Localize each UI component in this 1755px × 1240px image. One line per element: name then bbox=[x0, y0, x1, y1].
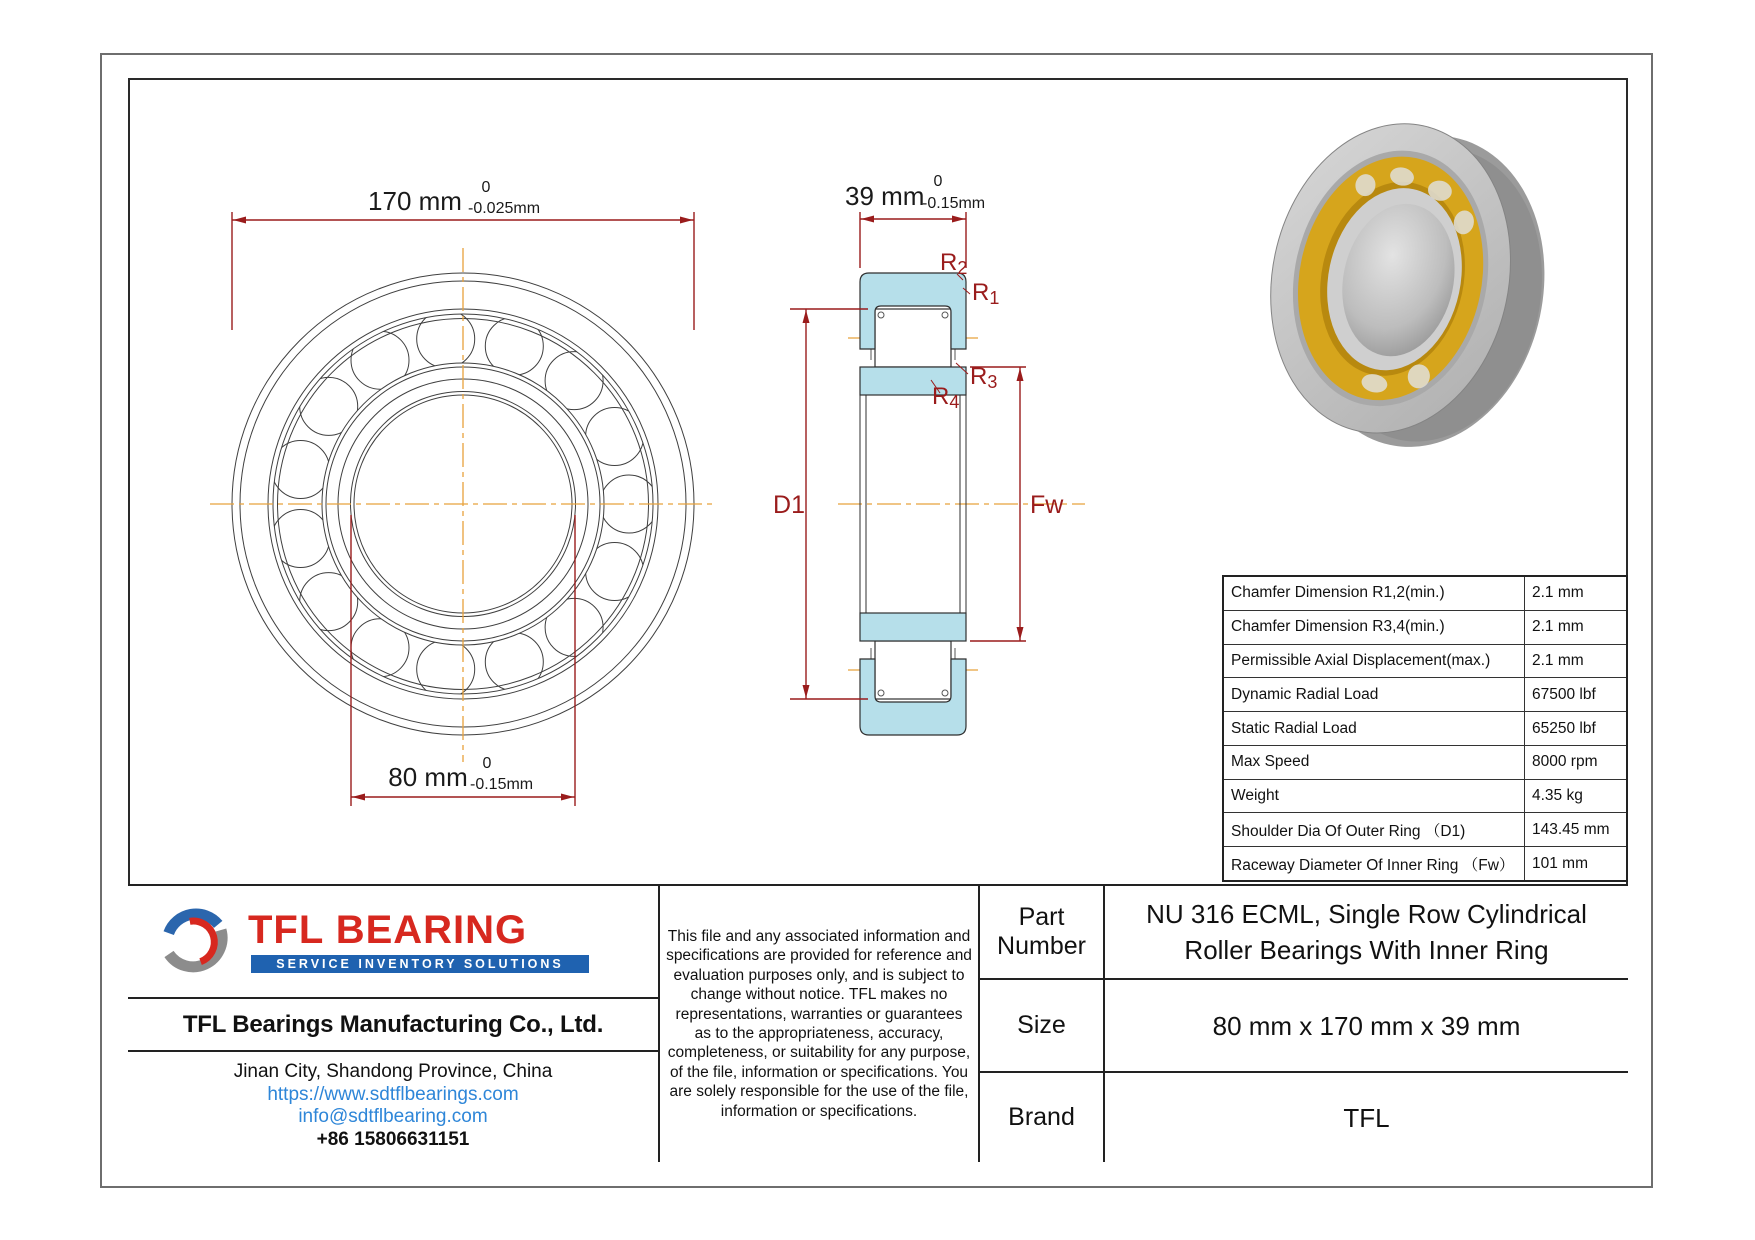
spec-value: 65250 lbf bbox=[1532, 719, 1596, 737]
logo-banner bbox=[251, 955, 589, 973]
inner-ring-bottom-section bbox=[860, 613, 966, 641]
table-row bbox=[980, 978, 1628, 1071]
logo-wordmark: TFL BEARING bbox=[248, 908, 528, 952]
dim-width-tol-upper: 0 bbox=[933, 173, 943, 190]
section-view-drawing bbox=[860, 273, 966, 735]
company-website-link[interactable]: https://www.sdtflbearings.com bbox=[267, 1083, 519, 1105]
company-logo bbox=[128, 886, 658, 997]
spec-label: Shoulder Dia Of Outer Ring （D1) bbox=[1224, 813, 1525, 846]
dim-outer-diameter-text: 170 mm bbox=[368, 186, 462, 216]
dim-outer-tol-upper: 0 bbox=[481, 179, 491, 196]
table-row bbox=[1224, 779, 1626, 813]
spec-label: Permissible Axial Displacement(max.) bbox=[1224, 645, 1525, 678]
spec-value: 4.35 kg bbox=[1532, 787, 1583, 805]
spec-label: Chamfer Dimension R3,4(min.) bbox=[1224, 611, 1525, 644]
size-text: 80 mm x 170 mm x 39 mm bbox=[1212, 1010, 1521, 1041]
company-name: TFL Bearings Manufacturing Co., Ltd. bbox=[128, 997, 658, 1050]
logo-tagline: SERVICE INVENTORY SOLUTIONS bbox=[276, 957, 564, 971]
bearing-3d-render bbox=[1240, 92, 1570, 470]
table-row bbox=[1224, 644, 1626, 678]
spec-label: Dynamic Radial Load bbox=[1224, 678, 1525, 711]
spec-value: 2.1 mm bbox=[1532, 584, 1584, 602]
r3-label: R3 bbox=[970, 363, 998, 392]
part-info-table bbox=[980, 886, 1628, 1162]
spec-value: 101 mm bbox=[1532, 854, 1588, 872]
brand-text: TFL bbox=[1343, 1102, 1390, 1133]
bore-face-lines bbox=[860, 395, 966, 613]
spec-label: Chamfer Dimension R1,2(min.) bbox=[1224, 577, 1525, 610]
table-row bbox=[980, 886, 1628, 978]
brand-label: Brand bbox=[980, 1073, 1105, 1162]
d1-label: D1 bbox=[773, 491, 805, 519]
table-row bbox=[1224, 812, 1626, 846]
title-block bbox=[128, 884, 1628, 1160]
spec-label: Raceway Diameter Of Inner Ring （Fw） bbox=[1224, 847, 1525, 880]
table-row bbox=[1224, 846, 1626, 880]
brand-value bbox=[1105, 1073, 1628, 1162]
tfl-swirl-icon bbox=[156, 898, 236, 984]
dim-bore-tol-upper: 0 bbox=[482, 755, 492, 772]
company-phone: +86 15806631151 bbox=[316, 1128, 470, 1150]
size-value bbox=[1105, 980, 1628, 1071]
table-row bbox=[1224, 610, 1626, 644]
spec-label: Weight bbox=[1224, 780, 1525, 813]
part-number-label: Part Number bbox=[980, 886, 1105, 978]
disclaimer-text: This file and any associated information and specifications are provided for reference and evaluation purposes only, and is subject to change without notice. TFL makes no representations, warranties or guarantees as to the appropriateness, accuracy, completeness, or suitability for any purpose, of the file, information or specifications. You are solely responsible for the use of the file, information or specifications. bbox=[666, 927, 972, 1120]
fw-label: Fw bbox=[1030, 491, 1064, 519]
part-number-value bbox=[1105, 886, 1628, 978]
r4-label: R4 bbox=[932, 383, 960, 412]
dim-width-tol-lower: -0.15mm bbox=[922, 195, 986, 212]
disclaimer-cell bbox=[658, 886, 980, 1162]
spec-table bbox=[1222, 575, 1628, 882]
company-address: Jinan City, Shandong Province, China bbox=[233, 1061, 553, 1082]
company-contact bbox=[128, 1050, 658, 1162]
spec-label: Max Speed bbox=[1224, 746, 1525, 779]
spec-value: 8000 rpm bbox=[1532, 753, 1598, 771]
dim-bore-text: 80 mm bbox=[388, 762, 468, 792]
r1-label: R1 bbox=[972, 279, 1000, 308]
spec-label: Static Radial Load bbox=[1224, 712, 1525, 745]
part-number-text: NU 316 ECML, Single Row Cylindrical Roller Bearings With Inner Ring bbox=[1146, 899, 1587, 965]
dim-width-text: 39 mm bbox=[845, 181, 925, 211]
spec-value: 2.1 mm bbox=[1532, 618, 1584, 636]
r2-label: R2 bbox=[940, 249, 968, 278]
table-row bbox=[1224, 745, 1626, 779]
spec-value: 2.1 mm bbox=[1532, 651, 1584, 669]
spec-value: 143.45 mm bbox=[1532, 820, 1610, 838]
table-row bbox=[1224, 677, 1626, 711]
roller-top-section bbox=[875, 309, 951, 367]
roller-bottom-section bbox=[875, 641, 951, 699]
size-label: Size bbox=[980, 980, 1105, 1071]
table-row bbox=[1224, 577, 1626, 610]
dim-outer-tol-lower: -0.025mm bbox=[468, 200, 541, 217]
table-row bbox=[980, 1071, 1628, 1162]
table-row bbox=[1224, 711, 1626, 745]
inner-ring-top-section bbox=[860, 367, 966, 395]
company-email-link[interactable]: info@sdtflbearing.com bbox=[298, 1106, 488, 1127]
dim-bore-tol-lower: -0.15mm bbox=[470, 776, 534, 793]
spec-value: 67500 lbf bbox=[1532, 685, 1596, 703]
